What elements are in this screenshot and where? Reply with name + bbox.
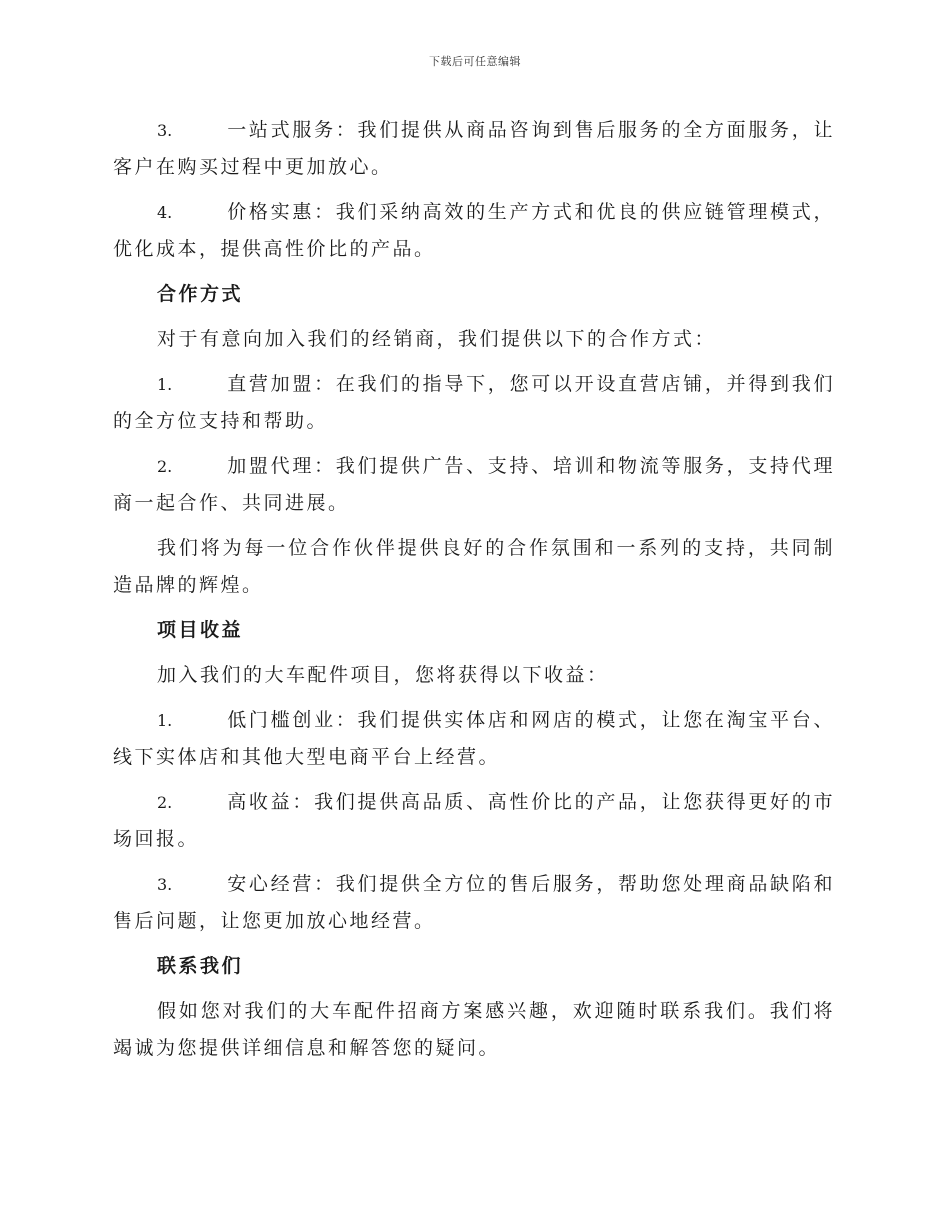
- section-heading-benefits: 项目收益: [157, 619, 244, 641]
- list-item-number: 2.: [157, 793, 173, 812]
- contact-text: 假如您对我们的大车配件招商方案感兴趣，欢迎随时联系我们。我们将竭诚为您提供详细信息和解答您的疑问。: [113, 1000, 835, 1059]
- section-heading-cooperation: 合作方式: [157, 283, 244, 305]
- list-item: [113, 866, 835, 940]
- list-item: [113, 194, 835, 268]
- list-item-text: 一站式服务：我们提供从商品咨询到售后服务的全方面服务，让客户在购买过程中更加放心。: [113, 119, 835, 178]
- list-item-number: 1.: [157, 711, 173, 730]
- list-item: [113, 366, 835, 440]
- document-body: [113, 112, 835, 1075]
- list-item-text: 直营加盟：在我们的指导下，您可以开设直营店铺，并得到我们的全方位支持和帮助。: [113, 373, 835, 432]
- list-item-number: 3.: [157, 121, 173, 140]
- list-item: [113, 448, 835, 522]
- list-item-text: 加盟代理：我们提供广告、支持、培训和物流等服务，支持代理商一起合作、共同进展。: [113, 455, 835, 514]
- cooperation-closing: 我们将为每一位合作伙伴提供良好的合作氛围和一系列的支持，共同制造品牌的辉煌。: [113, 537, 835, 596]
- list-item: [113, 784, 835, 858]
- page-header: 下载后可任意编辑: [429, 55, 521, 68]
- list-item-text: 安心经营：我们提供全方位的售后服务，帮助您处理商品缺陷和售后问题，让您更加放心地经营。: [113, 873, 835, 932]
- list-item-number: 2.: [157, 457, 173, 476]
- list-item: [113, 112, 835, 186]
- list-item-text: 低门槛创业：我们提供实体店和网店的模式，让您在淘宝平台、线下实体店和其他大型电商平台上经营。: [113, 709, 835, 768]
- list-item-number: 4.: [157, 203, 173, 222]
- cooperation-intro: 对于有意向加入我们的经销商，我们提供以下的合作方式：: [157, 328, 717, 350]
- list-item: [113, 702, 835, 776]
- list-item-text: 高收益：我们提供高品质、高性价比的产品，让您获得更好的市场回报。: [113, 791, 835, 850]
- list-item-number: 3.: [157, 875, 173, 894]
- list-item-number: 1.: [157, 375, 173, 394]
- benefits-intro: 加入我们的大车配件项目，您将获得以下收益：: [157, 664, 609, 686]
- list-item-text: 价格实惠：我们采纳高效的生产方式和优良的供应链管理模式，优化成本，提供高性价比的产品。: [113, 201, 835, 260]
- section-heading-contact: 联系我们: [157, 955, 244, 977]
